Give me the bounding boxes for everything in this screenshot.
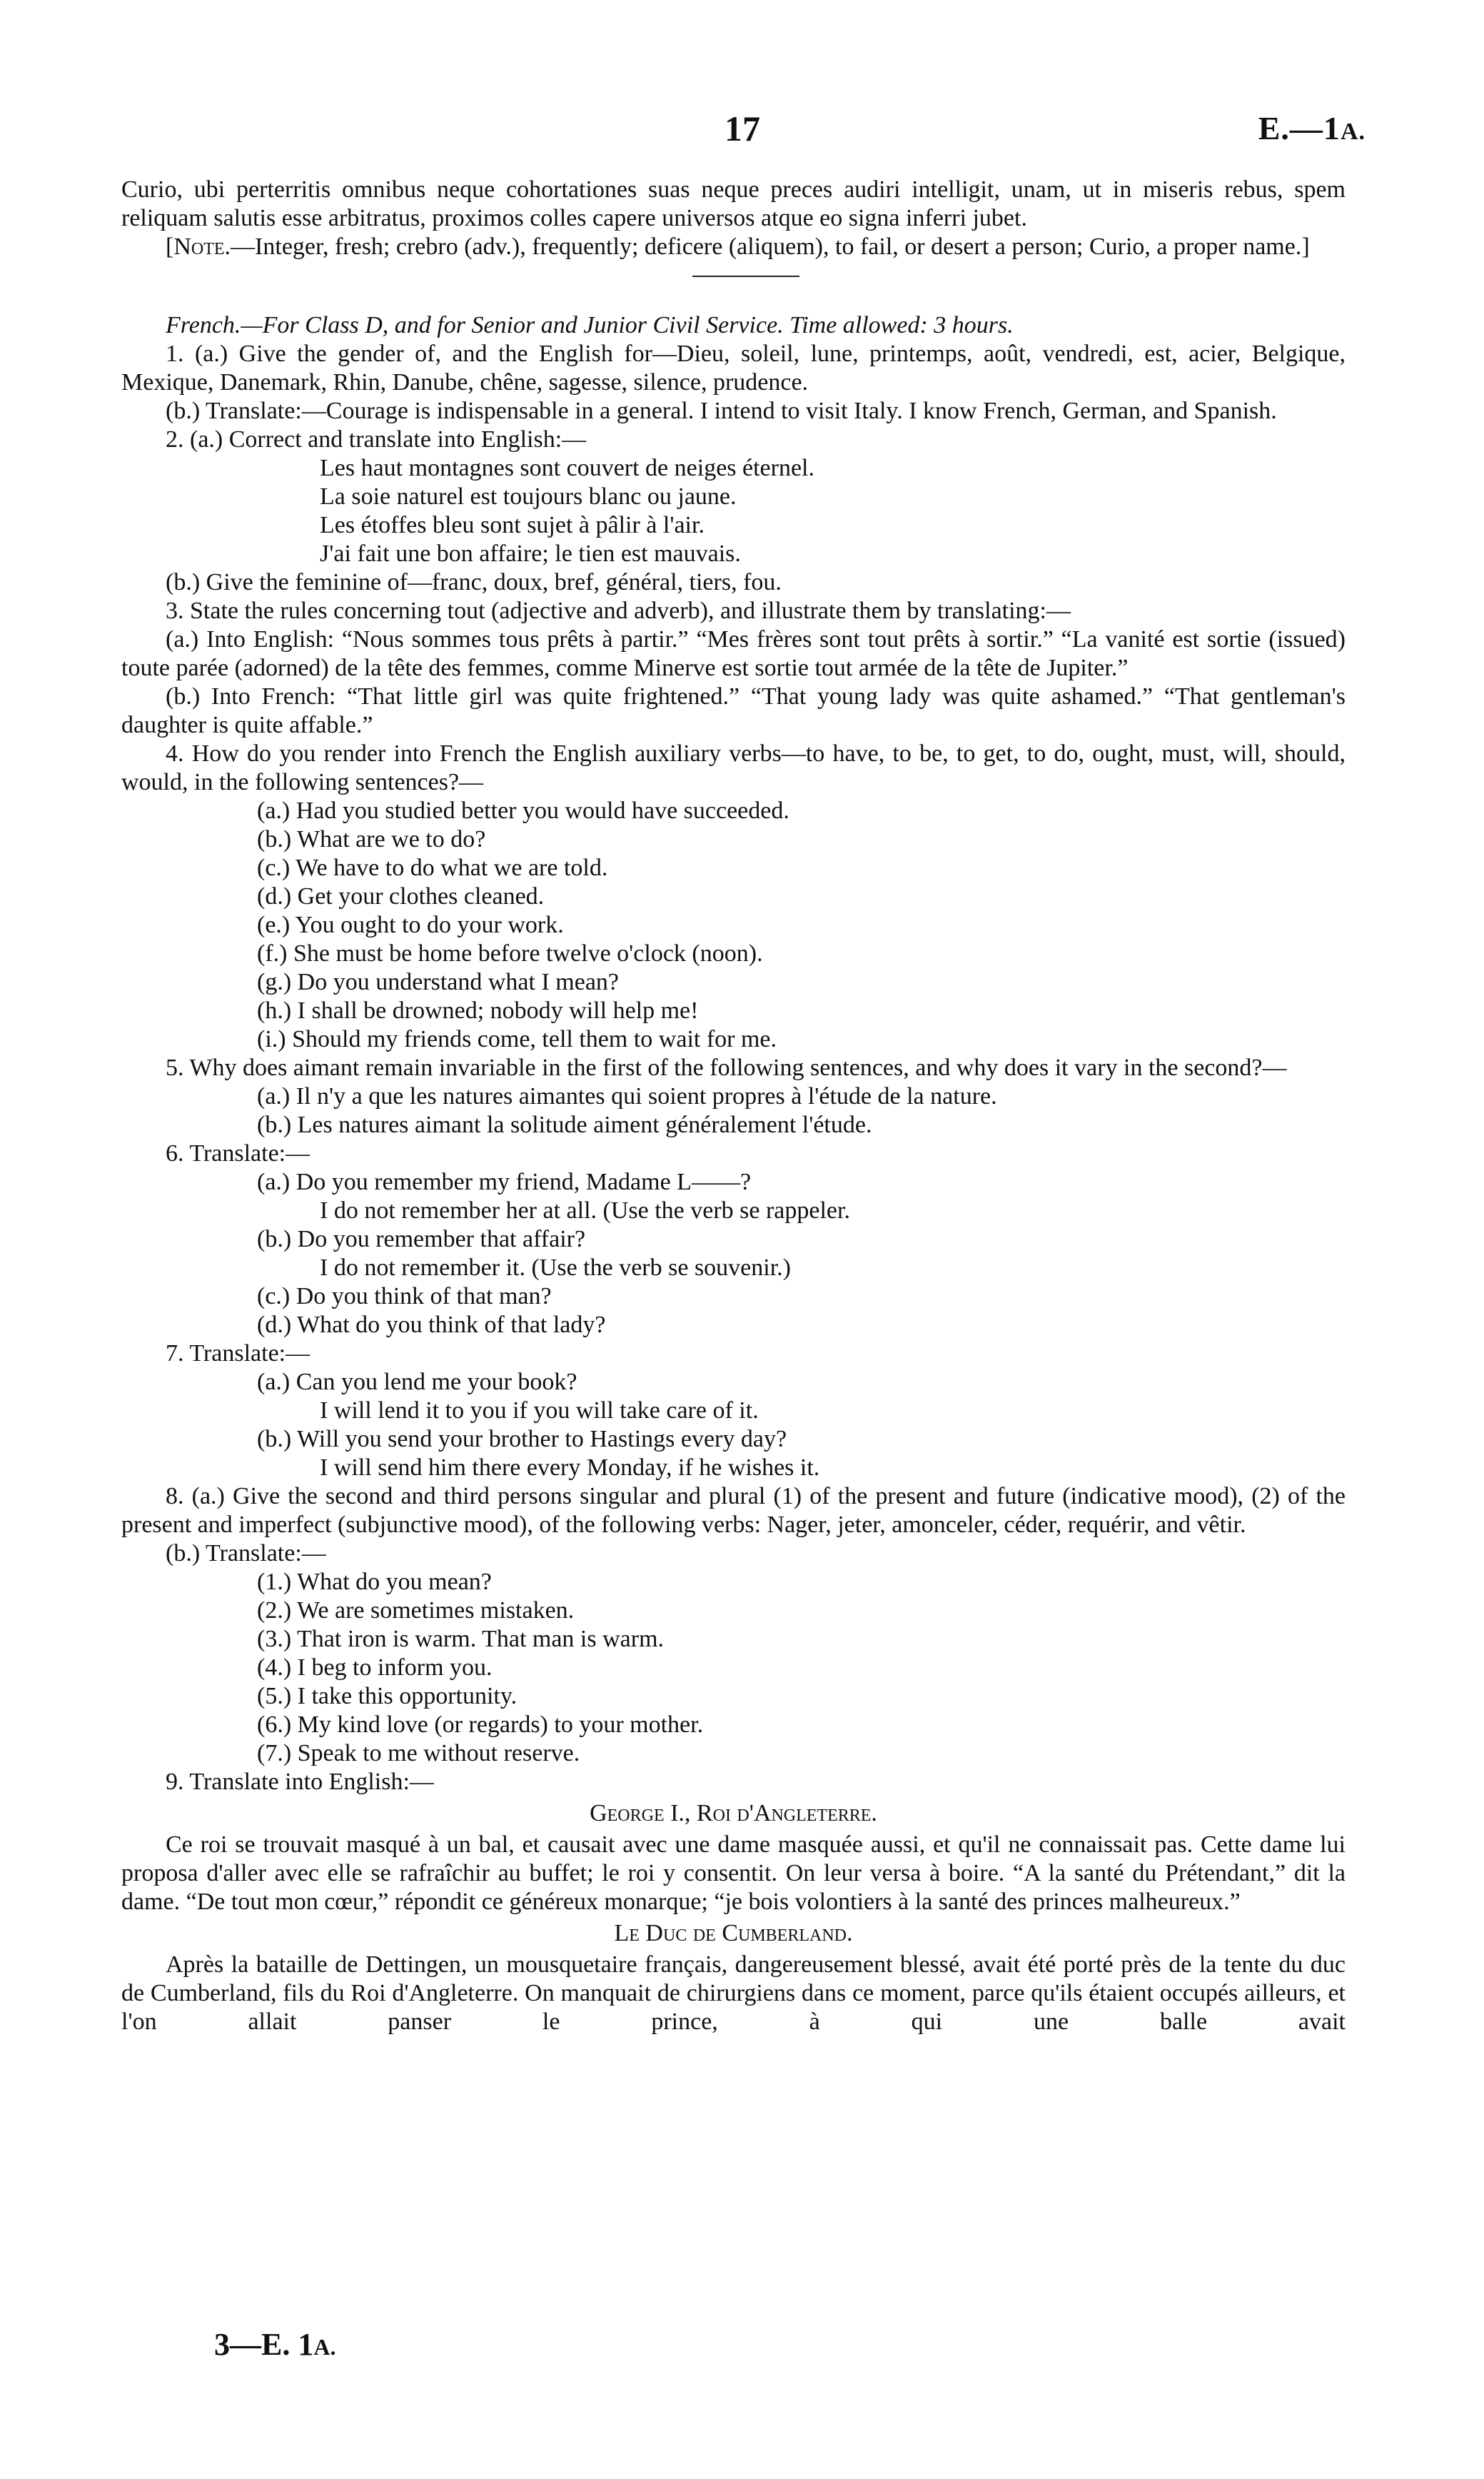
- story-1-title: George I., Roi d'Angleterre.: [590, 1800, 877, 1826]
- note-open: [: [166, 233, 174, 260]
- french-heading: French.—For Class D, and for Senior and Junior Civil Service. Time allowed: 3 hours.: [166, 312, 1014, 338]
- latin-note: [121, 233, 1346, 261]
- q6-item: (c.) Do you think of that man?: [257, 1283, 552, 1309]
- q6-item: (a.) Do you remember my friend, Madame L——?: [257, 1169, 752, 1195]
- story-2-text: Après la bataille de Dettingen, un mousquetaire français, dangereusement blessé, avait été porté près de la tente du duc de Cumberland, fils du Roi d'Angleterre. On manquait de chirurgiens dans ce moment, parce qu'ils étaient occupés ailleurs, et l'on allait panser le prince, à qui une balle avait: [121, 1951, 1346, 2035]
- q8-item: (5.) I take this opportunity.: [257, 1683, 518, 1709]
- q4-item: (a.) Had you studied better you would have succeeded.: [257, 798, 789, 824]
- q2-line: Les étoffes bleu sont sujet à pâlir à l'air.: [320, 512, 705, 538]
- question-3a: (a.) Into English: “Nous sommes tous prêts à partir.” “Mes frères sont tout prêts à sortir.” “La vanité est sortie (issued) toute parée (adorned) de la tête des femmes, comme Minerve est sortie tout armée de la tête de Jupiter.”: [121, 626, 1346, 681]
- signature-main: 3—E. 1: [214, 2327, 314, 2362]
- q8-item: (7.) Speak to me without reserve.: [257, 1740, 580, 1766]
- q8-item: (6.) My kind love (or regards) to your mother.: [257, 1711, 704, 1738]
- q7-item: (b.) Will you send your brother to Hastings every day?: [257, 1426, 787, 1452]
- q7-item: I will lend it to you if you will take care of it.: [320, 1397, 759, 1424]
- note-label: Note.: [173, 233, 231, 260]
- q7-item: (a.) Can you lend me your book?: [257, 1369, 577, 1395]
- q4-item: (i.) Should my friends come, tell them to wait for me.: [257, 1026, 777, 1052]
- q4-item: (f.) She must be home before twelve o'clock (noon).: [257, 940, 763, 967]
- question-3b: (b.) Into French: “That little girl was quite frightened.” “That young lady was quite ashamed.” “That gentleman's daughter is quite affable.”: [121, 683, 1346, 738]
- q4-item: (h.) I shall be drowned; nobody will help me!: [257, 997, 699, 1024]
- q5-item: (b.) Les natures aimant la solitude aiment généralement l'étude.: [257, 1112, 872, 1138]
- question-3: 3. State the rules concerning tout (adjective and adverb), and illustrate them by translating:—: [166, 598, 1071, 624]
- q4-item: (e.) You ought to do your work.: [257, 912, 564, 938]
- question-6: 6. Translate:—: [166, 1140, 311, 1167]
- page-body: [121, 176, 1346, 2036]
- signature-mark: [214, 2326, 335, 2365]
- question-1b: (b.) Translate:—Courage is indispensable in a general. I intend to visit Italy. I know French, German, and Spanish.: [166, 398, 1277, 424]
- story-1-text: Ce roi se trouvait masqué à un bal, et causait avec une dame masquée aussi, et qu'il ne connaissait pas. Cette dame lui proposa d'aller avec elle se rafraîchir au buffet; le roi y consentit. On leur versa à boire. “A la santé du Prétendant,” dit la dame. “De tout mon cœur,” répondit ce généreux monarque; “je bois volontiers à la santé des princes malheureux.”: [121, 1831, 1346, 1915]
- q2-line: Les haut montagnes sont couvert de neiges éternel.: [320, 455, 814, 481]
- question-7: 7. Translate:—: [166, 1340, 311, 1367]
- q2-line: J'ai fait une bon affaire; le tien est mauvais.: [320, 540, 741, 567]
- q8-item: (2.) We are sometimes mistaken.: [257, 1597, 575, 1624]
- question-5: 5. Why does aimant remain invariable in the first of the following sentences, and why does it vary in the second?—: [166, 1055, 1287, 1081]
- q4-item: (g.) Do you understand what I mean?: [257, 969, 620, 995]
- q6-item: (d.) What do you think of that lady?: [257, 1312, 606, 1338]
- q6-item: I do not remember it. (Use the verb se souvenir.): [320, 1254, 791, 1281]
- q8-item: (1.) What do you mean?: [257, 1569, 492, 1595]
- q5-item: (a.) Il n'y a que les natures aimantes qui soient propres à l'étude de la nature.: [257, 1083, 997, 1110]
- page-number: 17: [725, 109, 760, 149]
- story-2-title: Le Duc de Cumberland.: [614, 1920, 853, 1946]
- question-2b: (b.) Give the feminine of—franc, doux, bref, général, tiers, fou.: [166, 569, 782, 595]
- question-8b: (b.) Translate:—: [166, 1540, 326, 1567]
- question-2a: 2. (a.) Correct and translate into English:—: [166, 426, 587, 453]
- q4-item: (c.) We have to do what we are told.: [257, 855, 608, 881]
- latin-paragraph: Curio, ubi perterritis omnibus neque cohortationes suas neque preces audiri intelligit, unam, ut in miseris rebus, spem reliquam salutis esse arbitratus, proximos colles capere universos atque eo signa inferri jubet.: [121, 176, 1346, 231]
- q8-item: (4.) I beg to inform you.: [257, 1654, 493, 1681]
- document-code-main: E.—1: [1258, 110, 1341, 146]
- question-1a: 1. (a.) Give the gender of, and the English for—Dieu, soleil, lune, printemps, août, vendredi, est, acier, Belgique, Mexique, Danemark, Rhin, Danube, chêne, sagesse, silence, prudence.: [121, 341, 1346, 396]
- note-text: —Integer, fresh; crebro (adv.), frequently; deficere (aliquem), to fail, or desert a person; Curio, a proper name.]: [231, 233, 1310, 260]
- question-8a: 8. (a.) Give the second and third persons singular and plural (1) of the present and future (indicative mood), (2) of the present and imperfect (subjunctive mood), of the following verbs: Nager, jeter, amonceler, céder, requérir, and vêtir.: [121, 1483, 1346, 1538]
- q6-item: I do not remember her at all. (Use the verb se rappeler.: [320, 1197, 850, 1224]
- q4-item: (b.) What are we to do?: [257, 826, 486, 853]
- q6-item: (b.) Do you remember that affair?: [257, 1226, 586, 1252]
- document-code-sub: A.: [1340, 119, 1366, 145]
- question-9: 9. Translate into English:—: [166, 1769, 434, 1795]
- q2-line: La soie naturel est toujours blanc ou jaune.: [320, 483, 737, 510]
- q4-item: (d.) Get your clothes cleaned.: [257, 883, 545, 910]
- q8-item: (3.) That iron is warm. That man is warm.: [257, 1626, 665, 1652]
- signature-sub: A.: [313, 2334, 336, 2360]
- q7-item: I will send him there every Monday, if he wishes it.: [320, 1454, 820, 1481]
- document-code: [1258, 109, 1366, 152]
- question-4: 4. How do you render into French the English auxiliary verbs—to have, to be, to get, to do, ought, must, will, should, would, in the following sentences?—: [121, 740, 1346, 795]
